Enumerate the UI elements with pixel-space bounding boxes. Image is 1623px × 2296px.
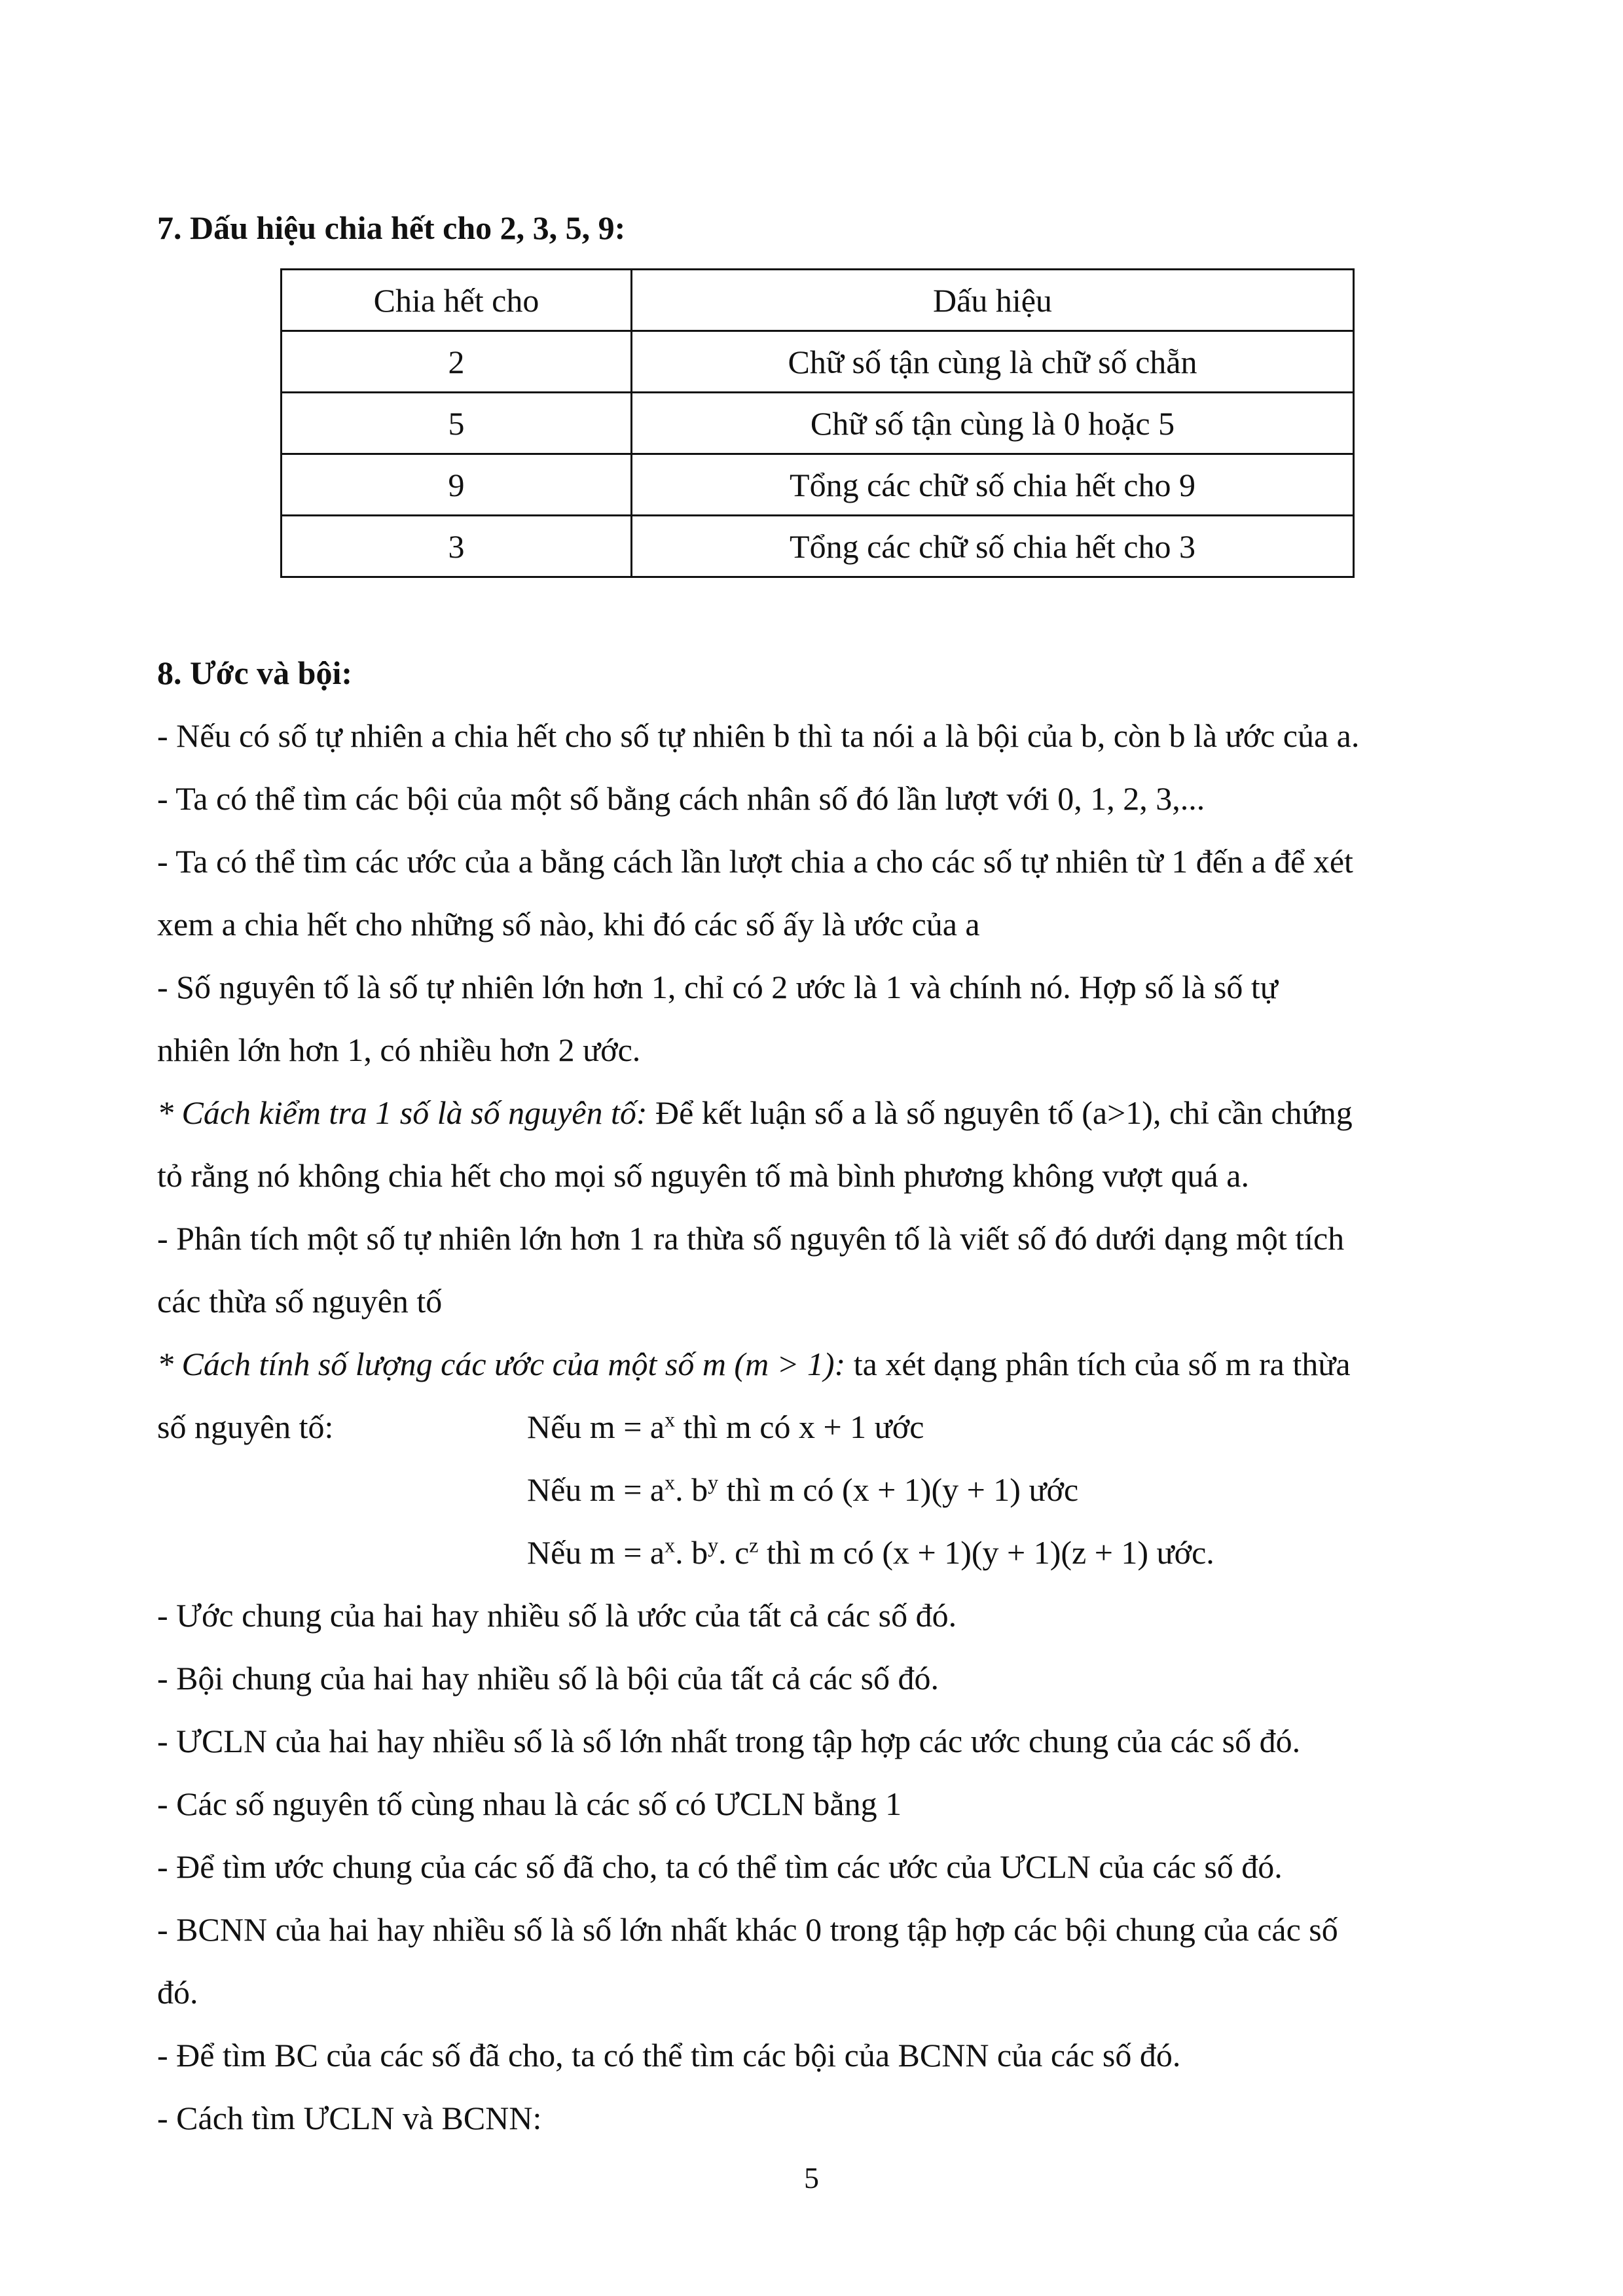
paragraph: - Để tìm BC của các số đã cho, ta có thể tìm các bội của BCNN của các số đó. <box>157 2037 1181 2073</box>
paragraph: nhiên lớn hơn 1, có nhiều hơn 2 ước. <box>157 1031 641 1068</box>
table-cell: 2 <box>282 331 632 393</box>
paragraph: - Để tìm ước chung của các số đã cho, ta có thể tìm các ước của ƯCLN của các số đó. <box>157 1848 1283 1885</box>
formula-2 <box>527 1470 1078 1509</box>
paragraph: đó. <box>157 1974 198 2011</box>
formula-1 <box>527 1407 924 1446</box>
exponent: x <box>665 1533 676 1557</box>
paragraph: các thừa số nguyên tố <box>157 1283 443 1319</box>
table-header-row <box>282 270 1354 331</box>
table-header-cell: Chia hết cho <box>282 270 632 331</box>
table-row <box>282 516 1354 577</box>
table-cell: Tổng các chữ số chia hết cho 9 <box>632 454 1354 516</box>
paragraph: - Ta có thể tìm các bội của một số bằng cách nhân số đó lần lượt với 0, 1, 2, 3,... <box>157 780 1205 817</box>
paragraph-text: ta xét dạng phân tích của số m ra thừa <box>845 1346 1351 1382</box>
paragraph: - Các số nguyên tố cùng nhau là các số có ƯCLN bằng 1 <box>157 1785 902 1822</box>
exponent: y <box>708 1533 719 1557</box>
section-8-heading: 8. Ước và bội: <box>157 655 353 691</box>
divisibility-table <box>280 268 1355 578</box>
exponent: z <box>749 1533 759 1557</box>
paragraph: - Số nguyên tố là số tự nhiên lớn hơn 1, chỉ có 2 ước là 1 và chính nó. Hợp số là số tự <box>157 969 1278 1005</box>
paragraph: - Bội chung của hai hay nhiều số là bội của tất cả các số đó. <box>157 1660 939 1696</box>
formula-text: thì m có (x + 1)(y + 1)(z + 1) ước. <box>758 1534 1214 1571</box>
table-row <box>282 393 1354 454</box>
paragraph: xem a chia hết cho những số nào, khi đó các số ấy là ước của a <box>157 906 980 942</box>
paragraph: tỏ rằng nó không chia hết cho mọi số nguyên tố mà bình phương không vượt quá a. <box>157 1157 1249 1194</box>
formula-text: Nếu m = a <box>527 1471 665 1508</box>
section-7-heading: 7. Dấu hiệu chia hết cho 2, 3, 5, 9: <box>157 209 626 246</box>
page-number: 5 <box>804 2161 819 2195</box>
table-cell: Chữ số tận cùng là chữ số chẵn <box>632 331 1354 393</box>
paragraph: - ƯCLN của hai hay nhiều số là số lớn nhất trong tập hợp các ước chung của các số đó. <box>157 1723 1301 1759</box>
table-cell: Tổng các chữ số chia hết cho 3 <box>632 516 1354 577</box>
italic-lead: * Cách tính số lượng các ước của một số m (m > 1): <box>157 1346 846 1382</box>
paragraph: - Cách tìm ƯCLN và BCNN: <box>157 2100 542 2136</box>
formula-text: Nếu m = a <box>527 1408 665 1445</box>
formula-text: . b <box>675 1534 708 1571</box>
formula-3 <box>527 1533 1214 1572</box>
table-cell: Chữ số tận cùng là 0 hoặc 5 <box>632 393 1354 454</box>
table-cell: 3 <box>282 516 632 577</box>
exponent: x <box>665 1407 676 1431</box>
table-cell: 5 <box>282 393 632 454</box>
paragraph: - Ta có thể tìm các ước của a bằng cách lần lượt chia a cho các số tự nhiên từ 1 đến a để xét <box>157 843 1353 880</box>
formula-text: . c <box>718 1534 750 1571</box>
exponent: y <box>708 1470 719 1494</box>
table-cell: 9 <box>282 454 632 516</box>
paragraph: - BCNN của hai hay nhiều số là số lớn nhất khác 0 trong tập hợp các bội chung của các số <box>157 1911 1338 1948</box>
formula-text: . b <box>675 1471 708 1508</box>
table-row <box>282 454 1354 516</box>
prime-check-paragraph <box>157 1093 1486 1132</box>
paragraph: - Ước chung của hai hay nhiều số là ước của tất cả các số đó. <box>157 1597 957 1634</box>
divisor-count-paragraph <box>157 1344 1486 1384</box>
paragraph: - Nếu có số tự nhiên a chia hết cho số tự nhiên b thì ta nói a là bội của b, còn b là ước của a. <box>157 717 1360 754</box>
table-header-cell: Dấu hiệu <box>632 270 1354 331</box>
paragraph: số nguyên tố: <box>157 1408 334 1445</box>
exponent: x <box>665 1470 676 1494</box>
paragraph: - Phân tích một số tự nhiên lớn hơn 1 ra thừa số nguyên tố là viết số đó dưới dạng một tích <box>157 1220 1345 1257</box>
formula-text: thì m có x + 1 ước <box>675 1408 924 1445</box>
paragraph-text: Để kết luận số a là số nguyên tố (a>1), chỉ cần chứng <box>647 1094 1353 1131</box>
formula-text: Nếu m = a <box>527 1534 665 1571</box>
italic-lead: * Cách kiểm tra 1 số là số nguyên tố: <box>157 1094 647 1131</box>
formula-text: thì m có (x + 1)(y + 1) ước <box>718 1471 1079 1508</box>
table-row <box>282 331 1354 393</box>
